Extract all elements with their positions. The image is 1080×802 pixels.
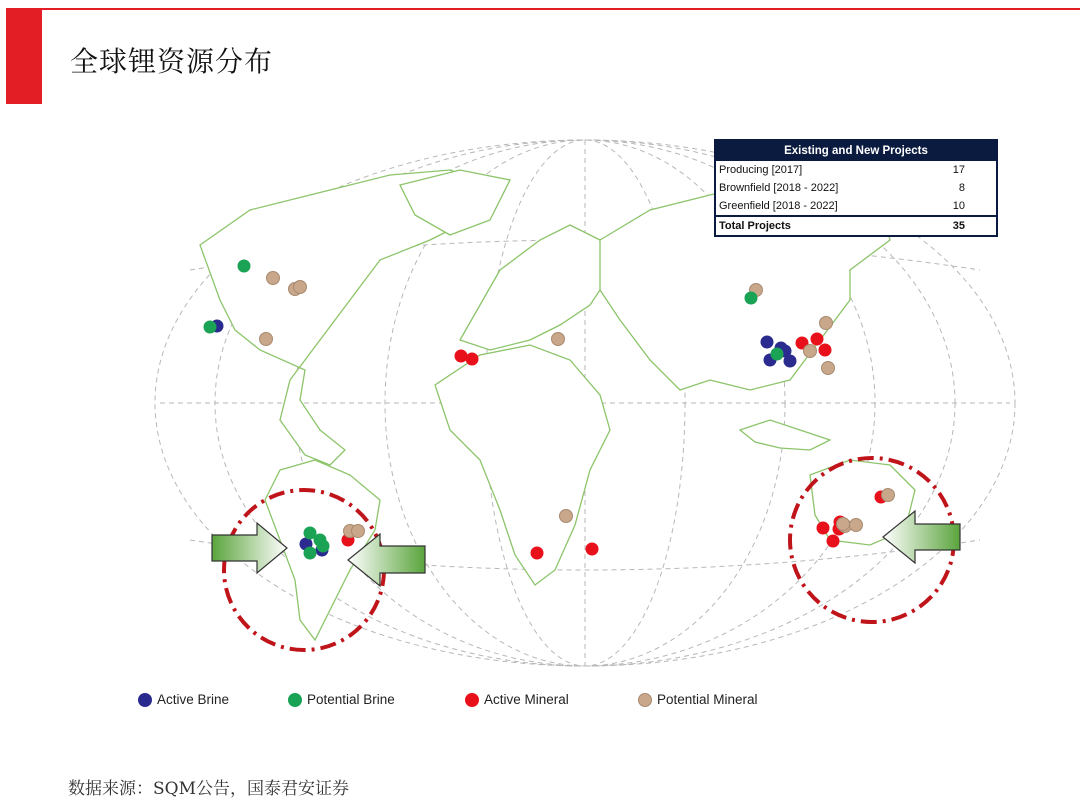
table-row (716, 161, 996, 179)
table-total-row (716, 215, 996, 235)
site-marker-potential-mineral (294, 281, 307, 294)
site-marker-potential-brine (238, 260, 251, 273)
row-value: 10 (952, 200, 965, 212)
site-marker-potential-mineral (552, 333, 565, 346)
table-row (716, 197, 996, 215)
row-value: 8 (958, 182, 965, 194)
legend-label: Potential Mineral (657, 692, 758, 707)
slide-title: 全球锂资源分布 (70, 45, 274, 78)
legend-label: Active Brine (157, 692, 230, 707)
row-label: Brownfield [2018 - 2022] (719, 182, 839, 194)
row-value: 17 (952, 164, 965, 176)
potential-brine-dot (288, 693, 302, 707)
table-row (716, 179, 996, 197)
site-marker-active-mineral (827, 535, 840, 548)
legend-item-potential-mineral (638, 692, 758, 707)
total-label: Total Projects (719, 220, 791, 232)
site-marker-potential-mineral (267, 272, 280, 285)
legend-item-potential-brine (288, 692, 395, 707)
site-marker-active-brine (761, 336, 774, 349)
site-marker-potential-mineral (560, 510, 573, 523)
site-marker-active-mineral (819, 344, 832, 357)
legend-item-active-brine (138, 692, 229, 707)
site-marker-potential-brine (317, 540, 330, 553)
legend-item-active-mineral (465, 692, 569, 707)
site-marker-active-mineral (811, 333, 824, 346)
top-rule (42, 8, 1080, 10)
projects-table-header: Existing and New Projects (716, 141, 996, 161)
row-label: Greenfield [2018 - 2022] (719, 200, 838, 212)
continents (200, 170, 915, 640)
site-marker-active-mineral (586, 543, 599, 556)
site-marker-potential-brine (304, 547, 317, 560)
site-marker-potential-brine (745, 292, 758, 305)
africa-shape (435, 345, 610, 585)
site-marker-potential-brine (771, 348, 784, 361)
legend-label: Active Mineral (484, 692, 569, 707)
world-map (130, 130, 1050, 720)
legend-label: Potential Brine (307, 692, 395, 707)
total-value: 35 (952, 220, 965, 232)
site-marker-active-mineral (817, 522, 830, 535)
map-legend (138, 692, 838, 714)
site-marker-active-mineral (466, 353, 479, 366)
site-marker-potential-mineral (837, 518, 850, 531)
site-marker-potential-mineral (822, 362, 835, 375)
source-note: 数据来源：SQM公告，国泰君安证券 (68, 779, 349, 799)
site-marker-potential-mineral (260, 333, 273, 346)
site-marker-active-mineral (531, 547, 544, 560)
active-mineral-dot (465, 693, 479, 707)
potential-mineral-dot (638, 693, 652, 707)
site-marker-potential-mineral (850, 519, 863, 532)
site-marker-active-mineral (455, 350, 468, 363)
europe-shape (460, 225, 610, 350)
site-marker-potential-mineral (820, 317, 833, 330)
row-label: Producing [2017] (719, 164, 803, 176)
active-brine-dot (138, 693, 152, 707)
site-marker-potential-mineral (804, 345, 817, 358)
projects-table (714, 139, 998, 237)
indonesia-shape (740, 420, 830, 450)
site-marker-potential-mineral (882, 489, 895, 502)
site-marker-potential-brine (204, 321, 217, 334)
site-marker-potential-mineral (352, 525, 365, 538)
title-accent-bar (6, 8, 42, 104)
